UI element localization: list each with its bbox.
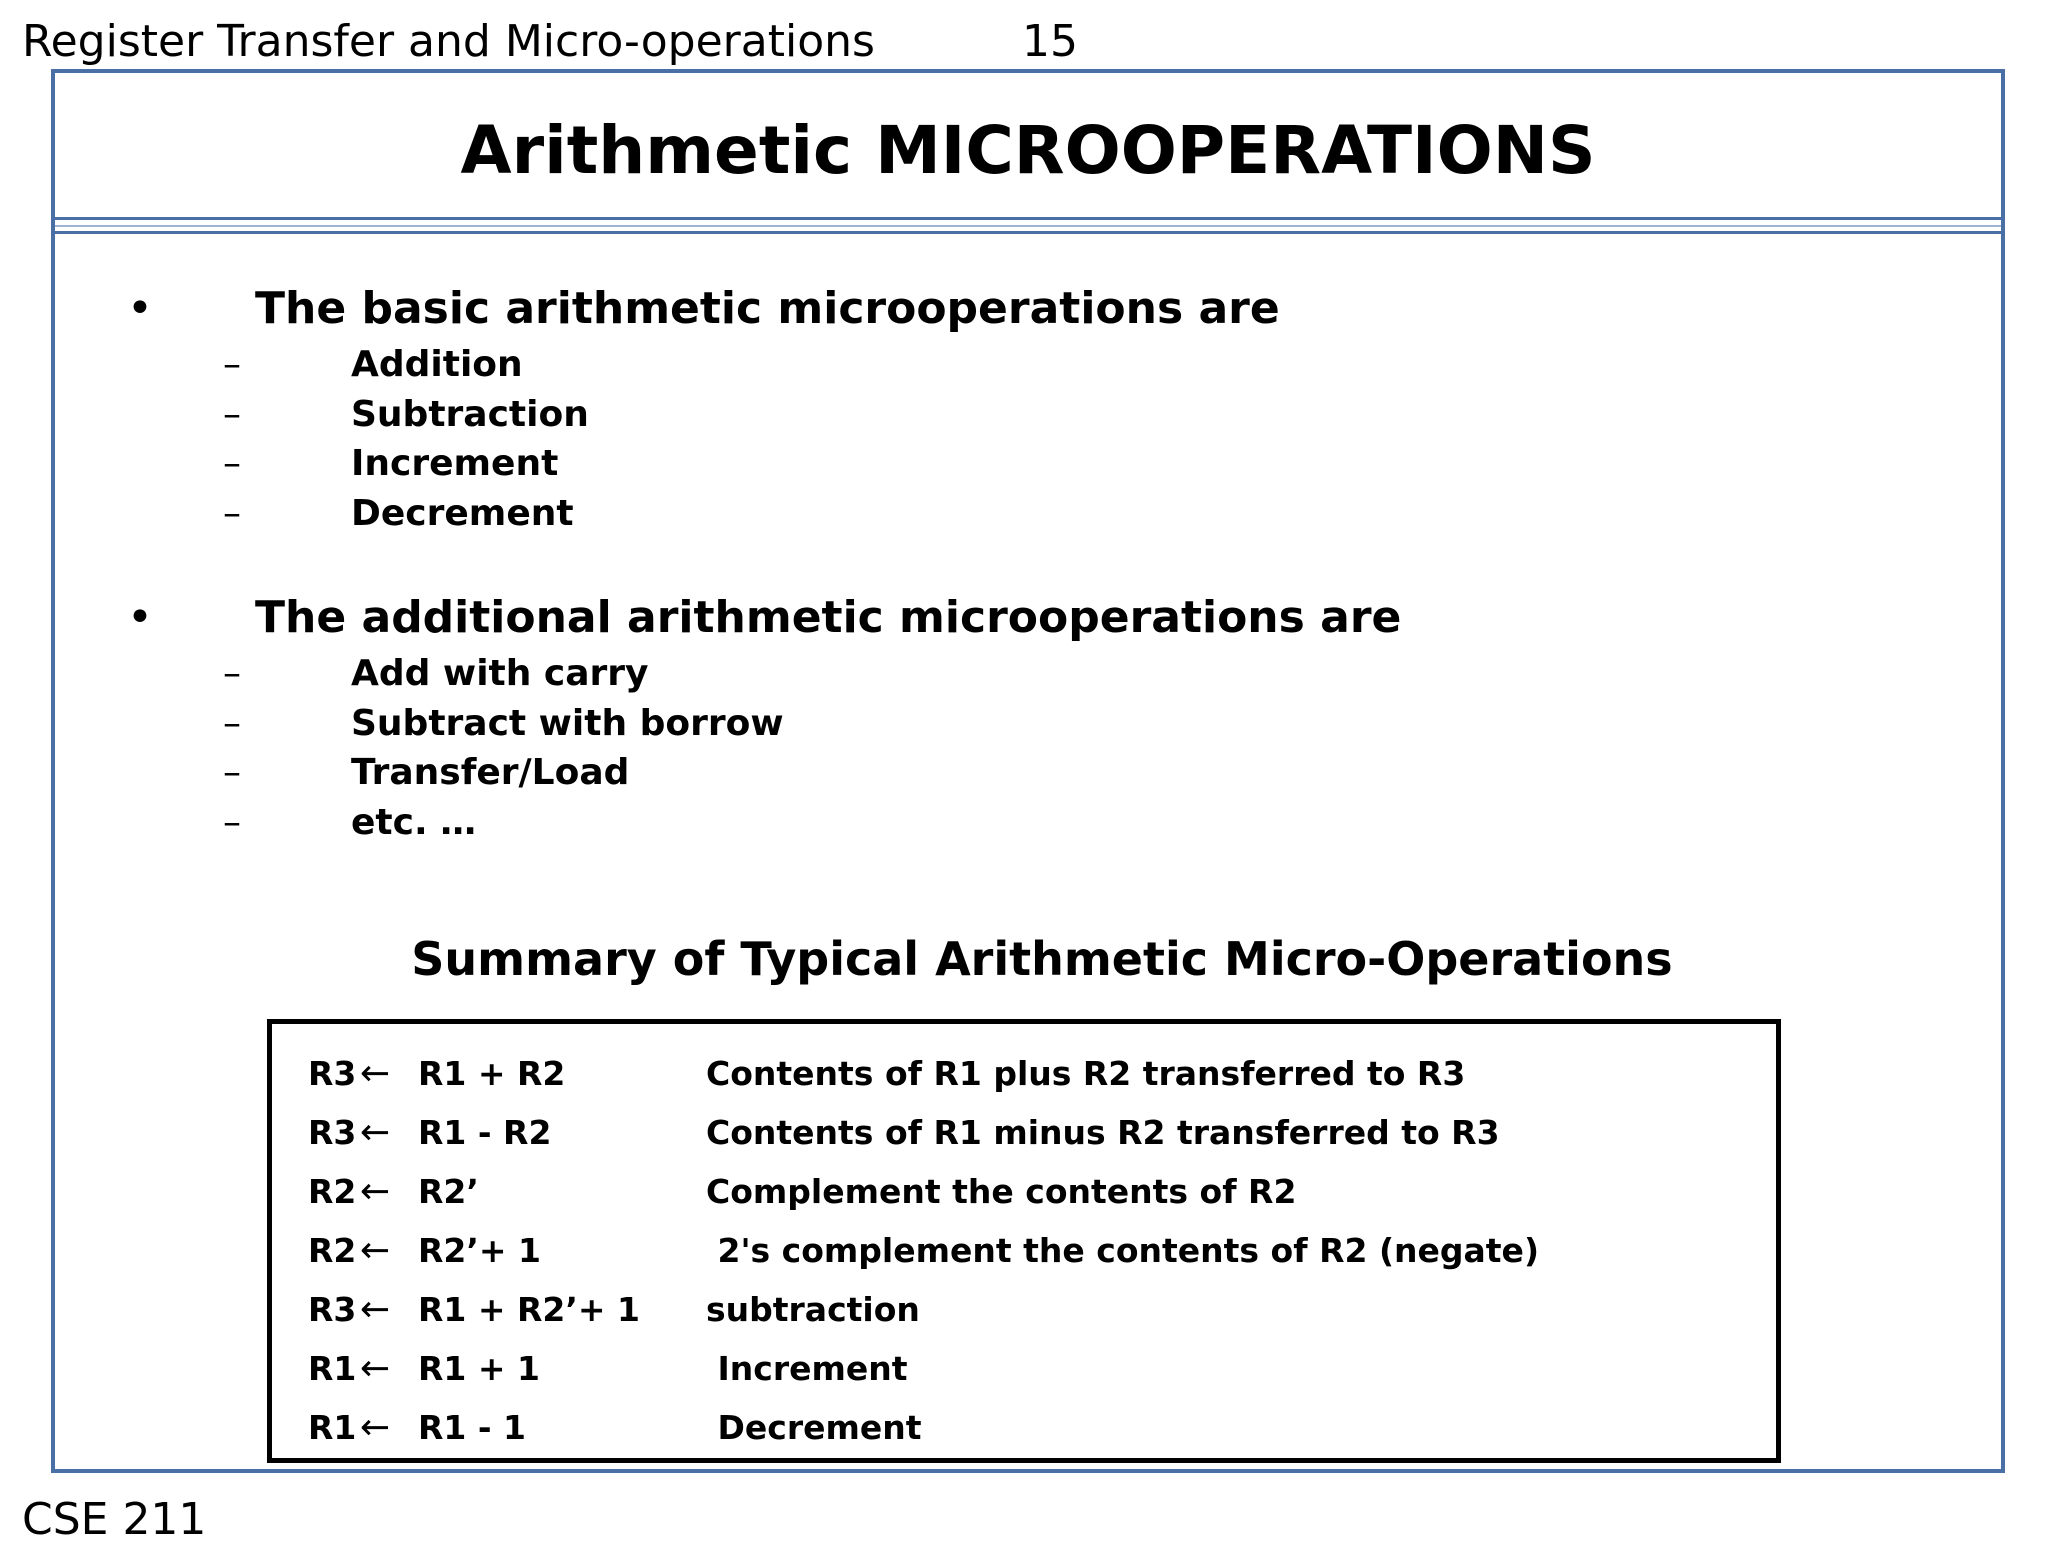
list-item bbox=[127, 649, 1827, 699]
op-expression: R1 + R2’+ 1 bbox=[418, 1290, 641, 1329]
op-expression: R2’+ 1 bbox=[418, 1231, 542, 1270]
additional-ops-list bbox=[127, 649, 1827, 847]
op-description: Decrement bbox=[706, 1408, 922, 1447]
list-item-label: Decrement bbox=[351, 492, 574, 534]
list-item bbox=[127, 748, 1827, 798]
op-description: Contents of R1 plus R2 transferred to R3 bbox=[706, 1054, 1466, 1093]
dash-icon: – bbox=[223, 393, 241, 435]
left-arrow-icon: ← bbox=[360, 1289, 391, 1330]
list-item-label: Increment bbox=[351, 443, 559, 484]
left-arrow-icon: ← bbox=[360, 1112, 391, 1153]
list-item-label: Subtract with borrow bbox=[351, 702, 784, 744]
left-arrow-icon: ← bbox=[360, 1171, 391, 1212]
slide-content bbox=[55, 73, 2001, 1469]
dash-icon: – bbox=[223, 653, 241, 694]
list-item bbox=[127, 340, 1827, 390]
op-destination: R2 bbox=[308, 1172, 357, 1211]
list-item-label: Transfer/Load bbox=[351, 752, 630, 793]
summary-table bbox=[267, 1019, 1781, 1463]
dash-icon: – bbox=[223, 752, 241, 793]
summary-title: Summary of Typical Arithmetic Micro-Operations bbox=[411, 932, 1673, 986]
dash-icon: – bbox=[223, 443, 241, 484]
op-expression: R1 + R2 bbox=[418, 1054, 566, 1093]
bullet-basic-ops bbox=[127, 278, 1827, 538]
op-description: Contents of R1 minus R2 transferred to R3 bbox=[706, 1113, 1500, 1152]
left-arrow-icon: ← bbox=[360, 1348, 391, 1389]
op-destination: R3 bbox=[308, 1054, 357, 1093]
op-description: 2's complement the contents of R2 (negate) bbox=[706, 1231, 1540, 1270]
list-item-label: Subtraction bbox=[351, 393, 589, 435]
basic-ops-list bbox=[127, 340, 1827, 538]
list-item bbox=[127, 439, 1827, 489]
bullet-heading: The basic arithmetic microoperations are bbox=[255, 283, 1280, 334]
list-item-label: Addition bbox=[351, 344, 523, 385]
bullet-icon: • bbox=[127, 283, 153, 334]
dash-icon: – bbox=[223, 344, 241, 385]
op-description: Complement the contents of R2 bbox=[706, 1172, 1297, 1211]
op-expression: R1 + 1 bbox=[418, 1349, 540, 1388]
list-item-label: etc. … bbox=[351, 801, 477, 843]
slide-frame bbox=[51, 69, 2005, 1473]
list-item-label: Add with carry bbox=[351, 653, 649, 694]
slide-title: Arithmetic MICROOPERATIONS bbox=[460, 112, 1596, 189]
op-destination: R1 bbox=[308, 1408, 357, 1447]
dash-icon: – bbox=[223, 492, 241, 534]
op-destination: R1 bbox=[308, 1349, 357, 1388]
footer-course-code: CSE 211 bbox=[22, 1494, 207, 1545]
op-description: subtraction bbox=[706, 1290, 920, 1329]
list-item bbox=[127, 699, 1827, 749]
op-description: Increment bbox=[706, 1349, 908, 1388]
bullet-heading: The additional arithmetic microoperations are bbox=[255, 592, 1402, 643]
op-destination: R3 bbox=[308, 1113, 357, 1152]
left-arrow-icon: ← bbox=[360, 1230, 391, 1271]
bullet-additional-ops bbox=[127, 587, 1827, 847]
op-destination: R2 bbox=[308, 1231, 357, 1270]
bullet-icon: • bbox=[127, 592, 153, 643]
left-arrow-icon: ← bbox=[360, 1053, 391, 1094]
op-expression: R2’ bbox=[418, 1172, 479, 1211]
op-expression: R1 - R2 bbox=[418, 1113, 552, 1152]
left-arrow-icon: ← bbox=[360, 1407, 391, 1448]
list-item bbox=[127, 798, 1827, 848]
page-number: 15 bbox=[1022, 16, 1078, 67]
dash-icon: – bbox=[223, 702, 241, 744]
op-destination: R3 bbox=[308, 1290, 357, 1329]
list-item bbox=[127, 489, 1827, 539]
list-item bbox=[127, 390, 1827, 440]
op-expression: R1 - 1 bbox=[418, 1408, 527, 1447]
dash-icon: – bbox=[223, 801, 241, 843]
header-course-title: Register Transfer and Micro-operations bbox=[22, 16, 875, 67]
